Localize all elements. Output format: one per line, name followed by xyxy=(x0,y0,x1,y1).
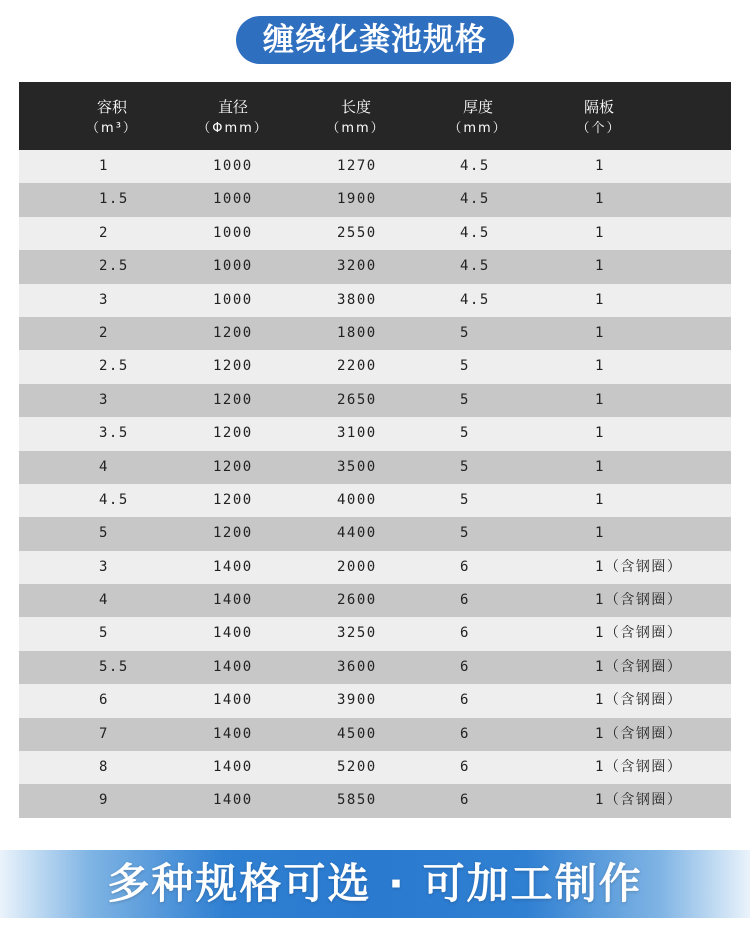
table-row xyxy=(19,584,731,617)
cell-baffle: 1 xyxy=(595,391,605,408)
cell-length: 4000 xyxy=(337,491,377,508)
table-row xyxy=(19,384,731,417)
cell-thickness: 6 xyxy=(460,592,470,609)
cell-baffle: 1 xyxy=(595,458,605,475)
cell-volume: 8 xyxy=(99,759,109,776)
cell-length: 3250 xyxy=(337,625,377,642)
table-row xyxy=(19,651,731,684)
cell-length: 4400 xyxy=(337,525,377,542)
cell-volume: 1 xyxy=(99,158,109,174)
cell-volume: 9 xyxy=(99,792,109,809)
cell-diameter: 1400 xyxy=(213,759,253,776)
cell-thickness: 5 xyxy=(460,458,470,475)
table-row xyxy=(19,417,731,450)
header-unit: （Φmm） xyxy=(197,121,269,136)
cell-diameter: 1200 xyxy=(213,358,253,375)
cell-volume: 3 xyxy=(99,391,109,408)
header-unit: （个） xyxy=(576,121,622,136)
cell-length: 3100 xyxy=(337,425,377,442)
header-diameter xyxy=(183,96,283,140)
cell-baffle: 1（含钢圈） xyxy=(595,592,683,609)
table-row xyxy=(19,317,731,350)
cell-length: 5850 xyxy=(337,792,377,809)
cell-thickness: 6 xyxy=(460,792,470,809)
table-row xyxy=(19,217,731,250)
cell-thickness: 6 xyxy=(460,725,470,742)
cell-baffle: 1（含钢圈） xyxy=(595,759,683,776)
cell-diameter: 1200 xyxy=(213,525,253,542)
table-row xyxy=(19,751,731,784)
table-row xyxy=(19,684,731,717)
header-thickness xyxy=(428,96,528,140)
cell-baffle: 1 xyxy=(595,158,605,174)
cell-volume: 3.5 xyxy=(99,425,129,442)
cell-length: 3600 xyxy=(337,658,377,675)
cell-diameter: 1400 xyxy=(213,792,253,809)
table-body xyxy=(19,150,731,818)
cell-volume: 6 xyxy=(99,692,109,709)
cell-thickness: 6 xyxy=(460,658,470,675)
table-row xyxy=(19,150,731,183)
cell-thickness: 6 xyxy=(460,692,470,709)
cell-diameter: 1400 xyxy=(213,692,253,709)
cell-baffle: 1（含钢圈） xyxy=(595,792,683,809)
cell-baffle: 1 xyxy=(595,291,605,308)
cell-thickness: 4.5 xyxy=(460,191,490,208)
cell-length: 3900 xyxy=(337,692,377,709)
table-row xyxy=(19,517,731,550)
cell-baffle: 1（含钢圈） xyxy=(595,558,683,575)
header-label: 容积 xyxy=(96,98,127,116)
header-baffle xyxy=(549,96,649,140)
cell-baffle: 1（含钢圈） xyxy=(595,725,683,742)
cell-diameter: 1200 xyxy=(213,491,253,508)
cell-thickness: 5 xyxy=(460,491,470,508)
cell-baffle: 1 xyxy=(595,258,605,275)
table-row xyxy=(19,451,731,484)
table-row xyxy=(19,250,731,283)
cell-diameter: 1400 xyxy=(213,725,253,742)
cell-volume: 5 xyxy=(99,625,109,642)
table-header xyxy=(19,82,731,150)
table-row xyxy=(19,784,731,817)
cell-length: 1900 xyxy=(337,191,377,208)
cell-volume: 3 xyxy=(99,291,109,308)
cell-baffle: 1 xyxy=(595,224,605,241)
cell-volume: 4.5 xyxy=(99,491,129,508)
cell-diameter: 1000 xyxy=(213,191,253,208)
cell-length: 2550 xyxy=(337,224,377,241)
cell-length: 4500 xyxy=(337,725,377,742)
header-label: 隔板 xyxy=(583,98,614,116)
cell-length: 3500 xyxy=(337,458,377,475)
cell-length: 2650 xyxy=(337,391,377,408)
cell-thickness: 4.5 xyxy=(460,258,490,275)
cell-baffle: 1（含钢圈） xyxy=(595,692,683,709)
header-label: 直径 xyxy=(217,98,248,116)
cell-diameter: 1400 xyxy=(213,658,253,675)
table-row xyxy=(19,350,731,383)
cell-diameter: 1000 xyxy=(213,224,253,241)
header-length xyxy=(306,96,406,140)
cell-thickness: 5 xyxy=(460,358,470,375)
cell-baffle: 1 xyxy=(595,324,605,341)
cell-diameter: 1000 xyxy=(213,291,253,308)
cell-volume: 4 xyxy=(99,592,109,609)
cell-diameter: 1400 xyxy=(213,592,253,609)
header-unit: （m³） xyxy=(86,121,138,136)
cell-diameter: 1200 xyxy=(213,324,253,341)
cell-length: 2200 xyxy=(337,358,377,375)
cell-diameter: 1400 xyxy=(213,625,253,642)
cell-thickness: 5 xyxy=(460,425,470,442)
cell-baffle: 1 xyxy=(595,425,605,442)
cell-thickness: 5 xyxy=(460,391,470,408)
table-row xyxy=(19,718,731,751)
cell-volume: 1.5 xyxy=(99,191,129,208)
cell-length: 1270 xyxy=(337,158,377,174)
cell-baffle: 1（含钢圈） xyxy=(595,658,683,675)
cell-thickness: 4.5 xyxy=(460,158,490,174)
cell-thickness: 5 xyxy=(460,324,470,341)
cell-thickness: 5 xyxy=(460,525,470,542)
spec-table xyxy=(19,82,731,818)
cell-diameter: 1000 xyxy=(213,258,253,275)
table-row xyxy=(19,183,731,216)
cell-thickness: 6 xyxy=(460,558,470,575)
cell-diameter: 1200 xyxy=(213,425,253,442)
cell-volume: 3 xyxy=(99,558,109,575)
cell-diameter: 1200 xyxy=(213,391,253,408)
cell-length: 1800 xyxy=(337,324,377,341)
table-row xyxy=(19,284,731,317)
cell-diameter: 1000 xyxy=(213,158,253,174)
footer-banner: 多种规格可选 · 可加工制作 xyxy=(0,850,750,918)
cell-length: 3800 xyxy=(337,291,377,308)
cell-volume: 2 xyxy=(99,224,109,241)
table-row xyxy=(19,617,731,650)
cell-baffle: 1 xyxy=(595,358,605,375)
cell-baffle: 1 xyxy=(595,191,605,208)
cell-volume: 7 xyxy=(99,725,109,742)
header-unit: （mm） xyxy=(326,121,386,136)
cell-volume: 5 xyxy=(99,525,109,542)
cell-length: 5200 xyxy=(337,759,377,776)
cell-length: 2600 xyxy=(337,592,377,609)
cell-baffle: 1（含钢圈） xyxy=(595,625,683,642)
cell-volume: 2.5 xyxy=(99,358,129,375)
header-unit: （mm） xyxy=(448,121,508,136)
cell-baffle: 1 xyxy=(595,525,605,542)
cell-volume: 2.5 xyxy=(99,258,129,275)
page-title: 缠绕化粪池规格 xyxy=(236,16,514,64)
header-label: 厚度 xyxy=(462,98,493,116)
cell-thickness: 6 xyxy=(460,759,470,776)
cell-diameter: 1400 xyxy=(213,558,253,575)
cell-volume: 2 xyxy=(99,324,109,341)
cell-thickness: 6 xyxy=(460,625,470,642)
cell-thickness: 4.5 xyxy=(460,224,490,241)
cell-volume: 4 xyxy=(99,458,109,475)
header-volume xyxy=(62,96,162,140)
header-label: 长度 xyxy=(340,98,371,116)
table-row xyxy=(19,551,731,584)
cell-length: 3200 xyxy=(337,258,377,275)
table-row xyxy=(19,484,731,517)
cell-baffle: 1 xyxy=(595,491,605,508)
cell-thickness: 4.5 xyxy=(460,291,490,308)
cell-diameter: 1200 xyxy=(213,458,253,475)
cell-length: 2000 xyxy=(337,558,377,575)
cell-volume: 5.5 xyxy=(99,658,129,675)
